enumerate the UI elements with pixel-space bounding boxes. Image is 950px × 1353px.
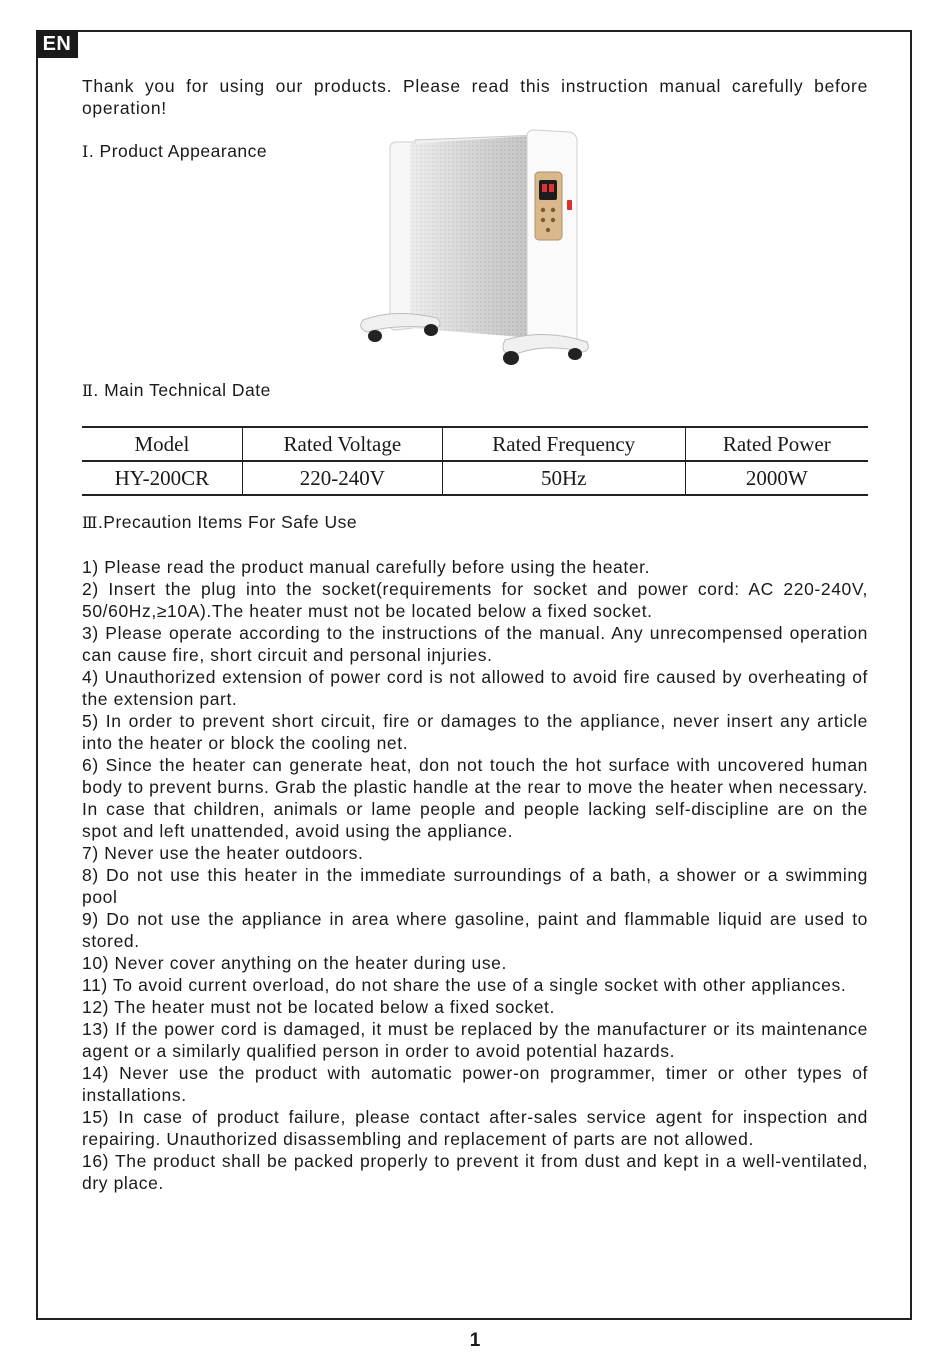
list-item: 2) Insert the plug into the socket(requirements for socket and power cord: AC 220-240V, 50/60Hz,≥10A).The heater must not be located below a fixed socket. xyxy=(82,579,868,621)
list-item: 7) Never use the heater outdoors. xyxy=(82,843,364,863)
section-numeral: Ⅱ xyxy=(82,381,94,400)
section-title: .Precaution Items For Safe Use xyxy=(97,512,358,532)
section-numeral: Ⅲ xyxy=(82,513,98,532)
cell-rated-voltage: 220-240V xyxy=(242,461,442,495)
section-heading-product-appearance xyxy=(82,141,267,162)
column-header-model: Model xyxy=(134,431,190,456)
list-item: 3) Please operate according to the instructions of the manual. Any unrecompensed operation can cause fire, short circuit and personal injuries. xyxy=(82,623,868,665)
page-number: 1 xyxy=(469,1330,481,1351)
list-item: 16) The product shall be packed properly to prevent it from dust and kept in a well-ventilated, dry place. xyxy=(82,1151,868,1193)
list-item: 8) Do not use this heater in the immediate surroundings of a bath, a shower or a swimming pool xyxy=(82,865,868,907)
list-item: 4) Unauthorized extension of power cord is not allowed to avoid fire caused by overheating of the extension part. xyxy=(82,667,868,709)
intro-text: Thank you for using our products. Please read this instruction manual carefully before operation! xyxy=(82,76,868,118)
section-title: . Main Technical Date xyxy=(93,380,271,400)
list-item: 9) Do not use the appliance in area where gasoline, paint and flammable liquid are used to stored. xyxy=(82,909,868,951)
technical-specs-table xyxy=(82,426,868,496)
list-item: 10) Never cover anything on the heater during use. xyxy=(82,953,507,973)
heater-product-image xyxy=(355,128,600,373)
list-item: 12) The heater must not be located below a fixed socket. xyxy=(82,997,555,1017)
list-item: 15) In case of product failure, please contact after-sales service agent for inspection and repairing. Unauthorized disassembling and replacement of parts are not allowed. xyxy=(82,1107,868,1149)
table-header-row xyxy=(82,427,868,461)
list-item: 13) If the power cord is damaged, it must be replaced by the manufacturer or its maintenance agent or a similarly qualified person in order to avoid potential hazards. xyxy=(82,1019,868,1061)
precautions-list xyxy=(82,556,868,1194)
cell-rated-power: 2000W xyxy=(685,461,868,495)
cell-model: HY-200CR xyxy=(114,465,210,490)
table-row xyxy=(82,461,868,495)
column-header-rated-frequency: Rated Frequency xyxy=(442,427,685,461)
cell-rated-frequency: 50Hz xyxy=(442,461,685,495)
list-item: 11) To avoid current overload, do not share the use of a single socket with other appliances. xyxy=(82,975,847,995)
list-item: 6) Since the heater can generate heat, don not touch the hot surface with uncovered human body to prevent burns. Grab the plastic handle at the rear to move the heater when necessary. In case that children, animals or lame people and people lacking self-discipline are on the spot and left unattended, avoid using the appliance. xyxy=(82,755,868,841)
section-numeral: Ⅰ xyxy=(82,142,89,161)
section-heading-technical-data xyxy=(82,380,271,401)
language-badge: EN xyxy=(36,30,78,58)
column-header-rated-power: Rated Power xyxy=(685,427,868,461)
list-item: 5) In order to prevent short circuit, fire or damages to the appliance, never insert any article into the heater or block the cooling net. xyxy=(82,711,868,753)
column-header-rated-voltage: Rated Voltage xyxy=(242,427,442,461)
section-heading-precautions xyxy=(82,512,357,533)
section-title: . Product Appearance xyxy=(88,141,268,161)
list-item: 14) Never use the product with automatic power-on programmer, timer or other types of installations. xyxy=(82,1063,868,1105)
list-item: 1) Please read the product manual carefully before using the heater. xyxy=(82,557,651,577)
